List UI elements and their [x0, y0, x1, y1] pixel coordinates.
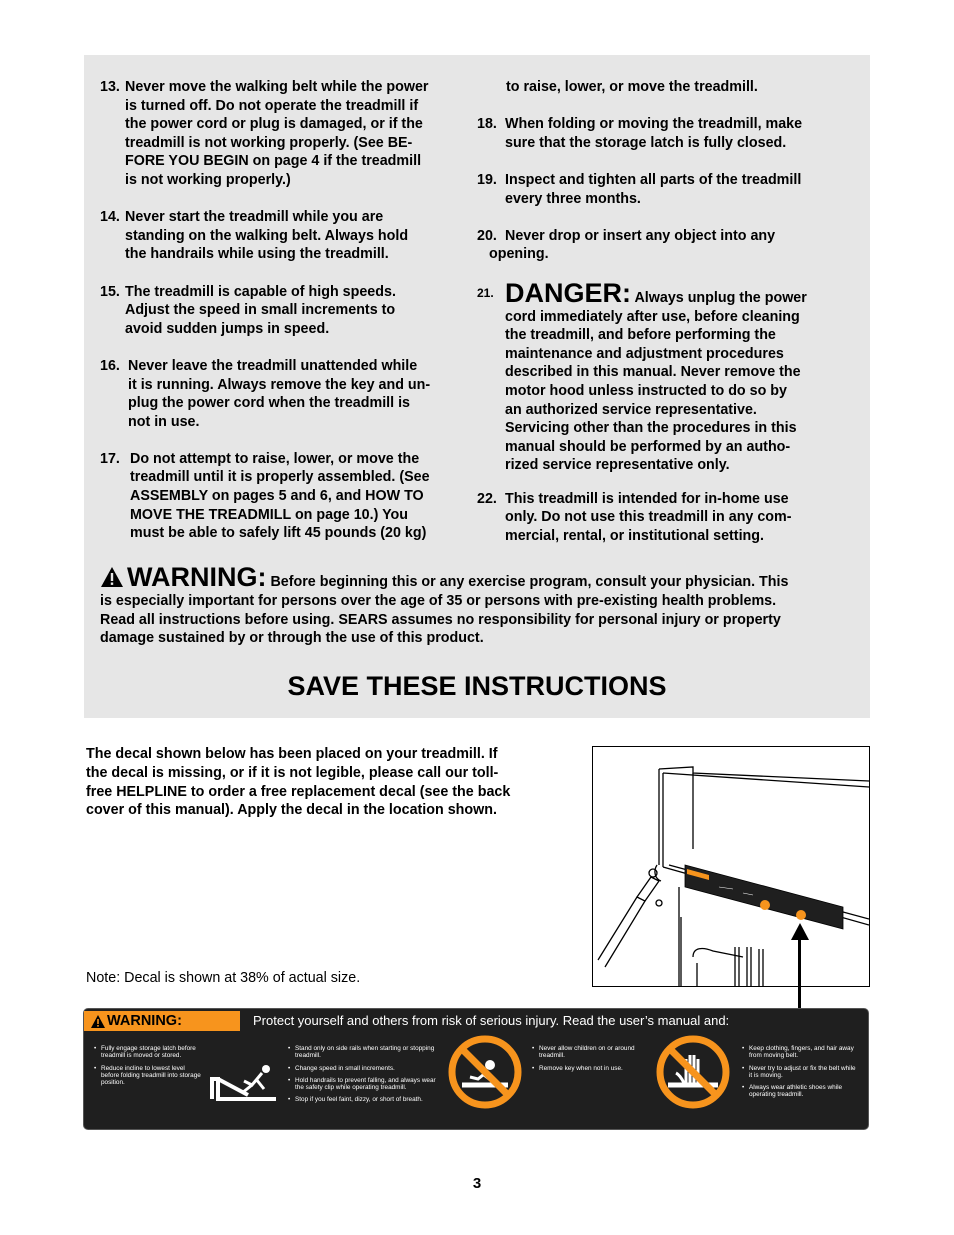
decal-list-storage: • Fully engage storage latch before treadmill is moved or stored. • Reduce incline to lowest level before folding treadmill into storage position.	[94, 1045, 204, 1091]
instruction-15: 15. The treadmill is capable of high speeds. Adjust the speed in small increments to avoid sudden jumps in speed.	[100, 283, 396, 337]
page-number: 3	[472, 1175, 482, 1192]
decal-list-children: • Never allow children on or around treadmill. • Remove key when not in use.	[532, 1045, 642, 1077]
warning-label: WARNING:	[127, 562, 267, 592]
instruction-17-continuation: to raise, lower, or move the treadmill.	[506, 79, 758, 95]
instruction-13: 13. Never move the walking belt while the power is turned off. Do not operate the treadmill if the power cord or plug is damaged, or if the treadmill is not working properly. (See BE- FORE YOU BEGIN on page 4 if the treadmill is not working properly.)	[100, 79, 429, 188]
folding-treadmill-fall-icon	[208, 1055, 280, 1107]
warning-block: WARNING: Before beginning this or any exercise program, consult your physician. This is especially important for persons over the age of 35 or persons with pre-existing health problems. Read all instructions before using. SEARS assumes no responsibility for personal injury or property damage sustained by or through the use of this product.	[100, 562, 789, 647]
arrow-head-icon	[790, 923, 810, 941]
decal-list-operation: • Stand only on side rails when starting or stopping treadmill. • Change speed in small increments. • Hold handrails to prevent falling, and always wear the safety clip while operating treadmill. • Stop if you feel faint, dizzy, or short of breath.	[288, 1045, 440, 1109]
no-hands-near-belt-icon	[656, 1035, 730, 1109]
instruction-20: 20. Never drop or insert any object into any opening.	[477, 227, 776, 263]
warning-triangle-icon	[100, 566, 124, 588]
instruction-19: 19. Inspect and tighten all parts of the treadmill every three months.	[477, 171, 802, 207]
instruction-21-danger: 21. DANGER: Always unplug the power cord immediately after use, before cleaning the treadmill, and before performing the maintenance and adjustment procedures described in this manual. Never remove the motor hood unless instructed to do so by an authorized service representative. Servicing other than the procedures in this manual should be performed by an autho- rized service representative only.	[477, 277, 807, 474]
danger-label: DANGER:	[505, 277, 631, 308]
instruction-18: 18. When folding or moving the treadmill, make sure that the storage latch is fully closed.	[477, 116, 803, 151]
warning-decal	[84, 1009, 868, 1129]
instruction-14: 14. Never start the treadmill while you are standing on the walking belt. Always hold the handrails while using the treadmill.	[100, 209, 409, 263]
instruction-22: 22. This treadmill is intended for in-home use only. Do not use this treadmill in any com- mercial, rental, or institutional setting.	[477, 490, 792, 545]
save-instructions-title: SAVE THESE INSTRUCTIONS	[287, 671, 667, 701]
warning-triangle-icon	[91, 1015, 105, 1028]
left-column	[100, 78, 470, 543]
decal-header-text: Protect yourself and others from risk of serious injury. Read the user’s manual and:	[253, 1013, 730, 1028]
decal-location-arrow	[798, 935, 801, 1015]
instruction-17: 17. Do not attempt to raise, lower, or move the treadmill until it is properly assembled. (See ASSEMBLY on pages 5 and 6, and HOW TO MOVE THE TREADMILL on page 10.) You must be able to safely lift 45 pounds (20 kg)	[100, 450, 430, 542]
instruction-16: 16. Never leave the treadmill unattended while it is running. Always remove the key and un- plug the power cord when the treadmill is not in use.	[100, 357, 431, 430]
treadmill-drawing-icon	[593, 747, 869, 986]
treadmill-illustration	[592, 746, 870, 987]
decal-warning-badge: WARNING:	[84, 1011, 240, 1031]
no-children-icon	[448, 1035, 522, 1109]
decal-paragraph: The decal shown below has been placed on your treadmill. If the decal is missing, or if it is not legible, please call our toll- free HELPLINE to order a free replacement decal (see the back cover of this manual). Apply the decal in the location shown.	[86, 746, 511, 819]
decal-size-note: Note: Decal is shown at 38% of actual size.	[86, 970, 361, 986]
decal-list-clothing: • Keep clothing, fingers, and hair away from moving belt. • Never try to adjust or fix the belt while it is moving. • Always wear athletic shoes while operating treadmill.	[742, 1045, 860, 1104]
right-column	[477, 78, 847, 546]
